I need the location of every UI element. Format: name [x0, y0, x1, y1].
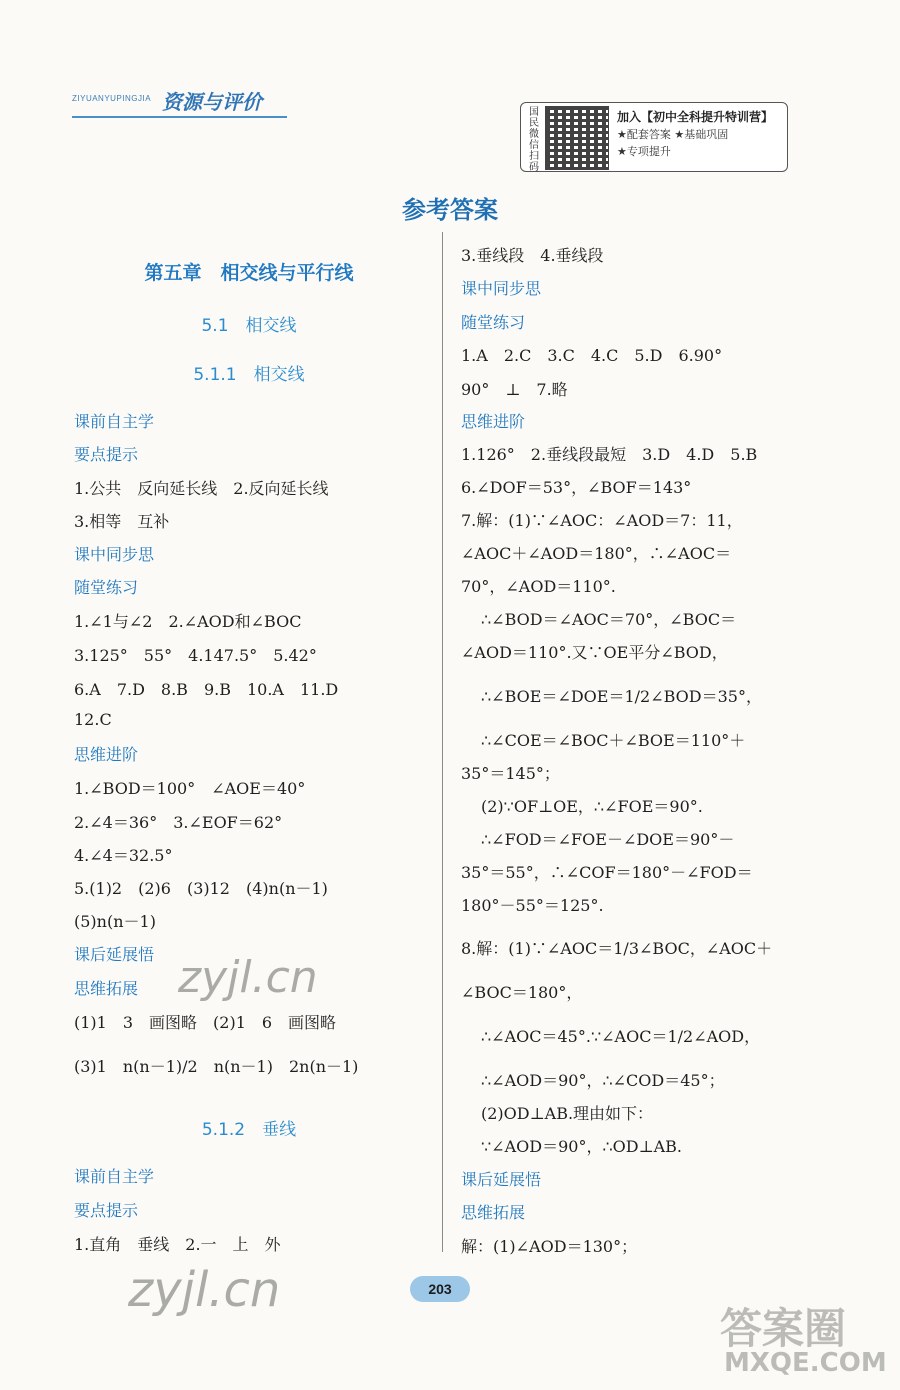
- section-heading: 课中同步思: [74, 545, 155, 564]
- qr-promo-box[interactable]: [520, 102, 788, 172]
- section-heading: 随堂练习: [74, 578, 139, 597]
- answer-line: 2.∠4＝36° 3.∠EOF＝62°: [74, 813, 283, 832]
- answer-line: 3.相等 互补: [74, 512, 170, 531]
- page-number: 203: [410, 1276, 470, 1302]
- answer-line: 35°＝55°，∴∠COF＝180°－∠FOD＝: [461, 863, 753, 882]
- answer-line: 7.解：(1)∵∠AOC：∠AOD＝7：11，: [461, 511, 743, 530]
- qr-promo-text: [617, 109, 773, 160]
- watermark-mid: zyjl.cn: [178, 952, 318, 1003]
- answer-line: 12.C: [74, 710, 112, 729]
- page-title: 参考答案: [402, 196, 498, 224]
- answer-line: ∴∠AOC＝45°.∵∠AOC＝1/2∠AOD，: [481, 1027, 761, 1046]
- answer-line: ∴∠FOD＝∠FOE－∠DOE＝90°－: [481, 830, 735, 849]
- answer-line: 5.(1)2 (2)6 (3)12 (4)n(n－1): [74, 879, 328, 898]
- answer-line: 1.公共 反向延长线 2.反向延长线: [74, 479, 329, 498]
- answer-line: 3.垂线段 4.垂线段: [461, 246, 604, 265]
- section-heading: 思维拓展: [461, 1203, 526, 1222]
- answer-line: 35°＝145°；: [461, 764, 560, 783]
- brand-pinyin: ZIYUANYUPINGJIA: [72, 94, 152, 103]
- brand-title: 资源与评价: [162, 90, 262, 114]
- answer-line: 6.∠DOF＝53°，∠BOF＝143°: [461, 478, 692, 497]
- answer-line: ∴∠COE＝∠BOC＋∠BOE＝110°＋: [481, 731, 746, 750]
- answer-line: (2)∵OF⊥OE，∴∠FOE＝90°.: [481, 797, 703, 816]
- section-heading: 课前自主学: [74, 412, 155, 431]
- qr-line-3: ★专项提升: [617, 145, 671, 158]
- answer-line: ∴∠AOD＝90°，∴∠COD＝45°；: [481, 1071, 725, 1090]
- answer-line: 解：(1)∠AOD＝130°；: [461, 1237, 638, 1256]
- answer-line: 6.A 7.D 8.B 9.B 10.A 11.D: [74, 680, 339, 699]
- answer-line: 1.∠1与∠2 2.∠AOD和∠BOC: [74, 612, 302, 631]
- section-title: 5.1 相交线: [201, 316, 297, 336]
- answer-line: 3.125° 55° 4.147.5° 5.42°: [74, 646, 317, 665]
- watermark-corner-cn: 答案圈: [720, 1304, 847, 1353]
- brand-header: [72, 86, 287, 122]
- answer-line: ∠AOD＝110°.又∵OE平分∠BOD，: [461, 643, 728, 662]
- answer-line: ∵∠AOD＝90°，∴OD⊥AB.: [481, 1137, 683, 1156]
- answer-line: ∠AOC＋∠AOD＝180°，∴∠AOC＝: [461, 544, 732, 563]
- section-title: 5.1.1 相交线: [193, 365, 305, 385]
- section-heading: 课中同步思: [461, 279, 542, 298]
- answer-line: 1.∠BOD＝100° ∠AOE＝40°: [74, 779, 306, 798]
- section-heading: 随堂练习: [461, 313, 526, 332]
- watermark-corner-url: MXQE.COM: [724, 1348, 887, 1378]
- answer-line: 90° ⊥ 7.略: [461, 380, 568, 399]
- answer-line: ∠BOC＝180°，: [461, 983, 583, 1002]
- answer-line: (1)1 3 画图略 (2)1 6 画图略: [74, 1013, 337, 1032]
- answer-line: 1.126° 2.垂线段最短 3.D 4.D 5.B: [461, 445, 758, 464]
- qr-line-1: 加入【初中全科提升特训营】: [617, 110, 774, 124]
- qr-line-2: ★配套答案 ★基础巩固: [617, 128, 729, 141]
- answer-line: 70°，∠AOD＝110°.: [461, 577, 616, 596]
- answer-line: 1.直角 垂线 2.一 上 外: [74, 1235, 281, 1254]
- section-heading: 思维进阶: [74, 745, 139, 764]
- section-heading: 思维拓展: [74, 979, 139, 998]
- chapter-title: 第五章 相交线与平行线: [144, 262, 354, 284]
- answer-line: ∴∠BOE＝∠DOE＝1/2∠BOD＝35°，: [481, 687, 762, 706]
- section-title: 5.1.2 垂线: [201, 1120, 297, 1140]
- answer-line: 4.∠4＝32.5°: [74, 846, 173, 865]
- answer-line: (3)1 n(n－1)/2 n(n－1) 2n(n－1): [74, 1057, 359, 1076]
- qr-code-icon[interactable]: [545, 106, 609, 170]
- section-heading: 课后延展悟: [74, 945, 155, 964]
- brand-underline: [72, 116, 287, 118]
- section-heading: 课前自主学: [74, 1167, 155, 1186]
- answer-line: 1.A 2.C 3.C 4.C 5.D 6.90°: [461, 346, 723, 365]
- answer-line: ∴∠BOD＝∠AOC＝70°，∠BOC＝: [481, 610, 737, 629]
- section-heading: 思维进阶: [461, 412, 526, 431]
- section-heading: 要点提示: [74, 445, 139, 464]
- qr-side-label: 国民微信扫码: [529, 107, 539, 173]
- column-divider: [442, 232, 443, 1252]
- answer-line: (5)n(n－1): [74, 912, 156, 931]
- answer-line: 8.解：(1)∵∠AOC＝1/3∠BOC，∠AOC＋: [461, 939, 773, 958]
- answer-line: (2)OD⊥AB.理由如下：: [481, 1104, 654, 1123]
- section-heading: 要点提示: [74, 1201, 139, 1220]
- answer-line: 180°－55°＝125°.: [461, 896, 604, 915]
- watermark-bottom: zyjl.cn: [128, 1262, 281, 1318]
- section-heading: 课后延展悟: [461, 1170, 542, 1189]
